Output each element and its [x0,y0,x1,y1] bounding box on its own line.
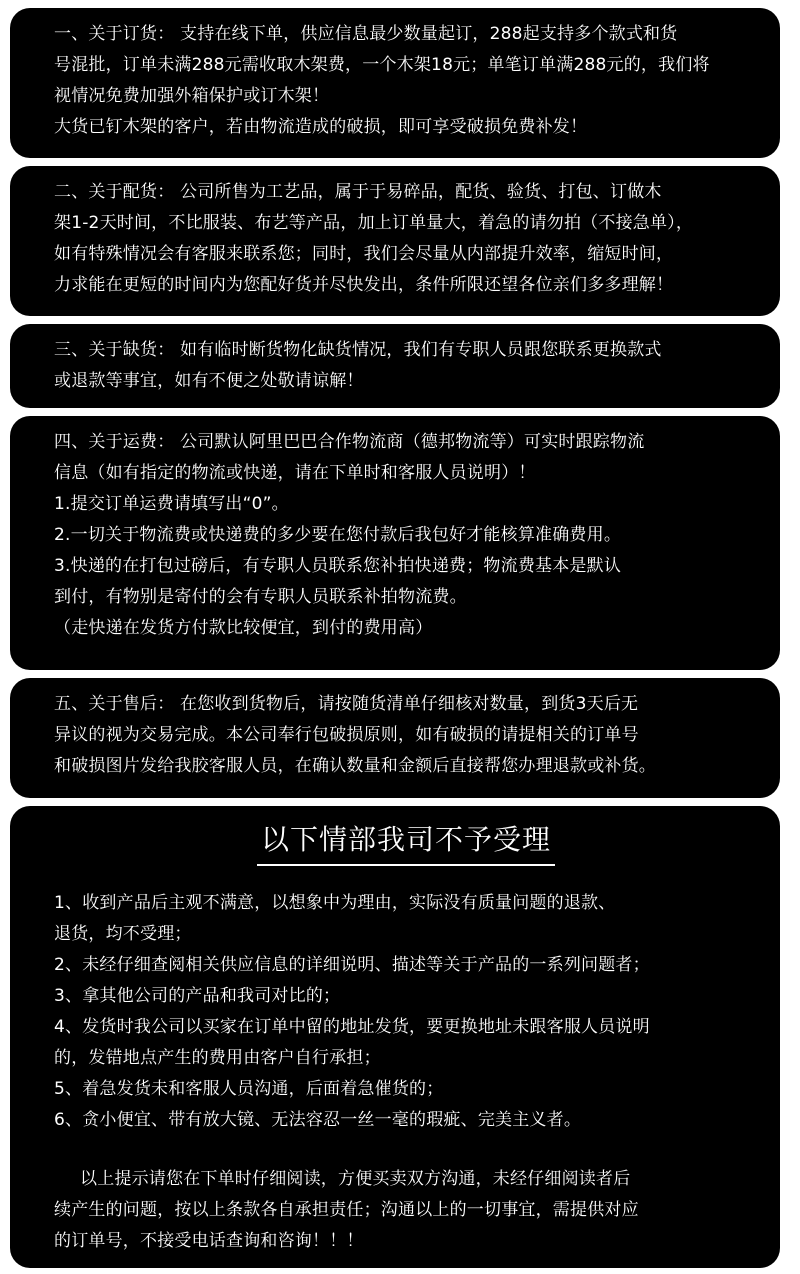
picking-line: 如有特殊情况会有客服来联系您；同时，我们会尽量从内部提升效率，缩短时间， [54,244,674,264]
after-sales-line: 五、关于售后： 在您收到货物后，请按随货清单仔细核对数量，到货3天后无 [54,694,639,714]
picking-line: 力求能在更短的时间内为您配好货并尽快发出，条件所限还望各位亲们多多理解！ [54,275,674,295]
closing-note-line: 的订单号，不接受电话查询和咨询！！！ [54,1231,364,1251]
not-accepted-item: 2、未经仔细查阅相关供应信息的详细说明、描述等关于产品的一系列问题者； [54,955,650,975]
section-out-of-stock [10,324,780,408]
not-accepted-item: 退货，均不受理； [54,924,192,944]
shipping-line: 到付，有物别是寄付的会有专职人员联系补拍物流费。 [54,587,467,607]
ordering-line: 号混批，订单未满288元需收取木架费，一个木架18元；单笔订单满288元的，我们将 [54,55,710,75]
not-accepted-item: 的，发错地点产生的费用由客户自行承担； [54,1048,381,1068]
section-after-sales [10,678,780,798]
section-ordering [10,8,780,158]
shipping-line: （走快递在发货方付款比较便宜，到付的费用高） [54,618,433,638]
not-accepted-item: 4、发货时我公司以买家在订单中留的地址发货，要更换地址未跟客服人员说明 [54,1017,650,1037]
picking-line: 二、关于配货： 公司所售为工艺品，属于于易碎品，配货、验货、打包、订做木 [54,182,662,202]
out-of-stock-line: 或退款等事宜，如有不便之处敬请谅解！ [54,371,364,391]
closing-note-line: 以上提示请您在下单时仔细阅读，方便买卖双方沟通，未经仔细阅读者后 [80,1169,631,1189]
section-shipping [10,416,780,670]
not-accepted-item: 1、收到产品后主观不满意，以想象中为理由，实际没有质量问题的退款、 [54,893,616,913]
ordering-line: 大货已钉木架的客户，若由物流造成的破损，即可享受破损免费补发！ [54,117,588,137]
after-sales-line: 和破损图片发给我胶客服人员，在确认数量和金额后直接帮您办理退款或补货。 [54,756,656,776]
picking-line: 架1-2天时间，不比服装、布艺等产品，加上订单量大，着急的请勿拍（不接急单）， [54,213,694,233]
shipping-line: 2.一切关于物流费或快递费的多少要在您付款后我包好才能核算准确费用。 [54,525,622,545]
shipping-line: 四、关于运费： 公司默认阿里巴巴合作物流商（德邦物流等）可实时跟踪物流 [54,432,645,452]
section-not-accepted [10,806,780,1268]
ordering-line: 视情况免费加强外箱保护或订木架！ [54,86,330,106]
out-of-stock-line: 三、关于缺货： 如有临时断货物化缺货情况，我们有专职人员跟您联系更换款式 [54,340,662,360]
shipping-line: 1.提交订单运费请填写出“0”。 [54,494,289,514]
ordering-line: 一、关于订货： 支持在线下单，供应信息最少数量起订，288起支持多个款式和货 [54,24,678,44]
section-picking [10,166,780,316]
shipping-line: 信息（如有指定的物流或快递，请在下单时和客服人员说明）！ [54,463,536,483]
not-accepted-title: 以下情部我司不予受理 [257,818,555,866]
shipping-line: 3.快递的在打包过磅后，有专职人员联系您补拍快递费；物流费基本是默认 [54,556,622,576]
after-sales-line: 异议的视为交易完成。本公司奉行包破损原则，如有破损的请提相关的订单号 [54,725,639,745]
not-accepted-item: 5、着急发货未和客服人员沟通，后面着急催货的； [54,1079,444,1099]
not-accepted-item: 3、拿其他公司的产品和我司对比的； [54,986,341,1006]
not-accepted-item: 6、贪小便宜、带有放大镜、无法容忍一丝一毫的瑕疵、完美主义者。 [54,1110,582,1130]
closing-note-line: 续产生的问题，按以上条款各自承担责任；沟通以上的一切事宜，需提供对应 [54,1200,639,1220]
not-accepted-title-wrap [54,810,758,866]
